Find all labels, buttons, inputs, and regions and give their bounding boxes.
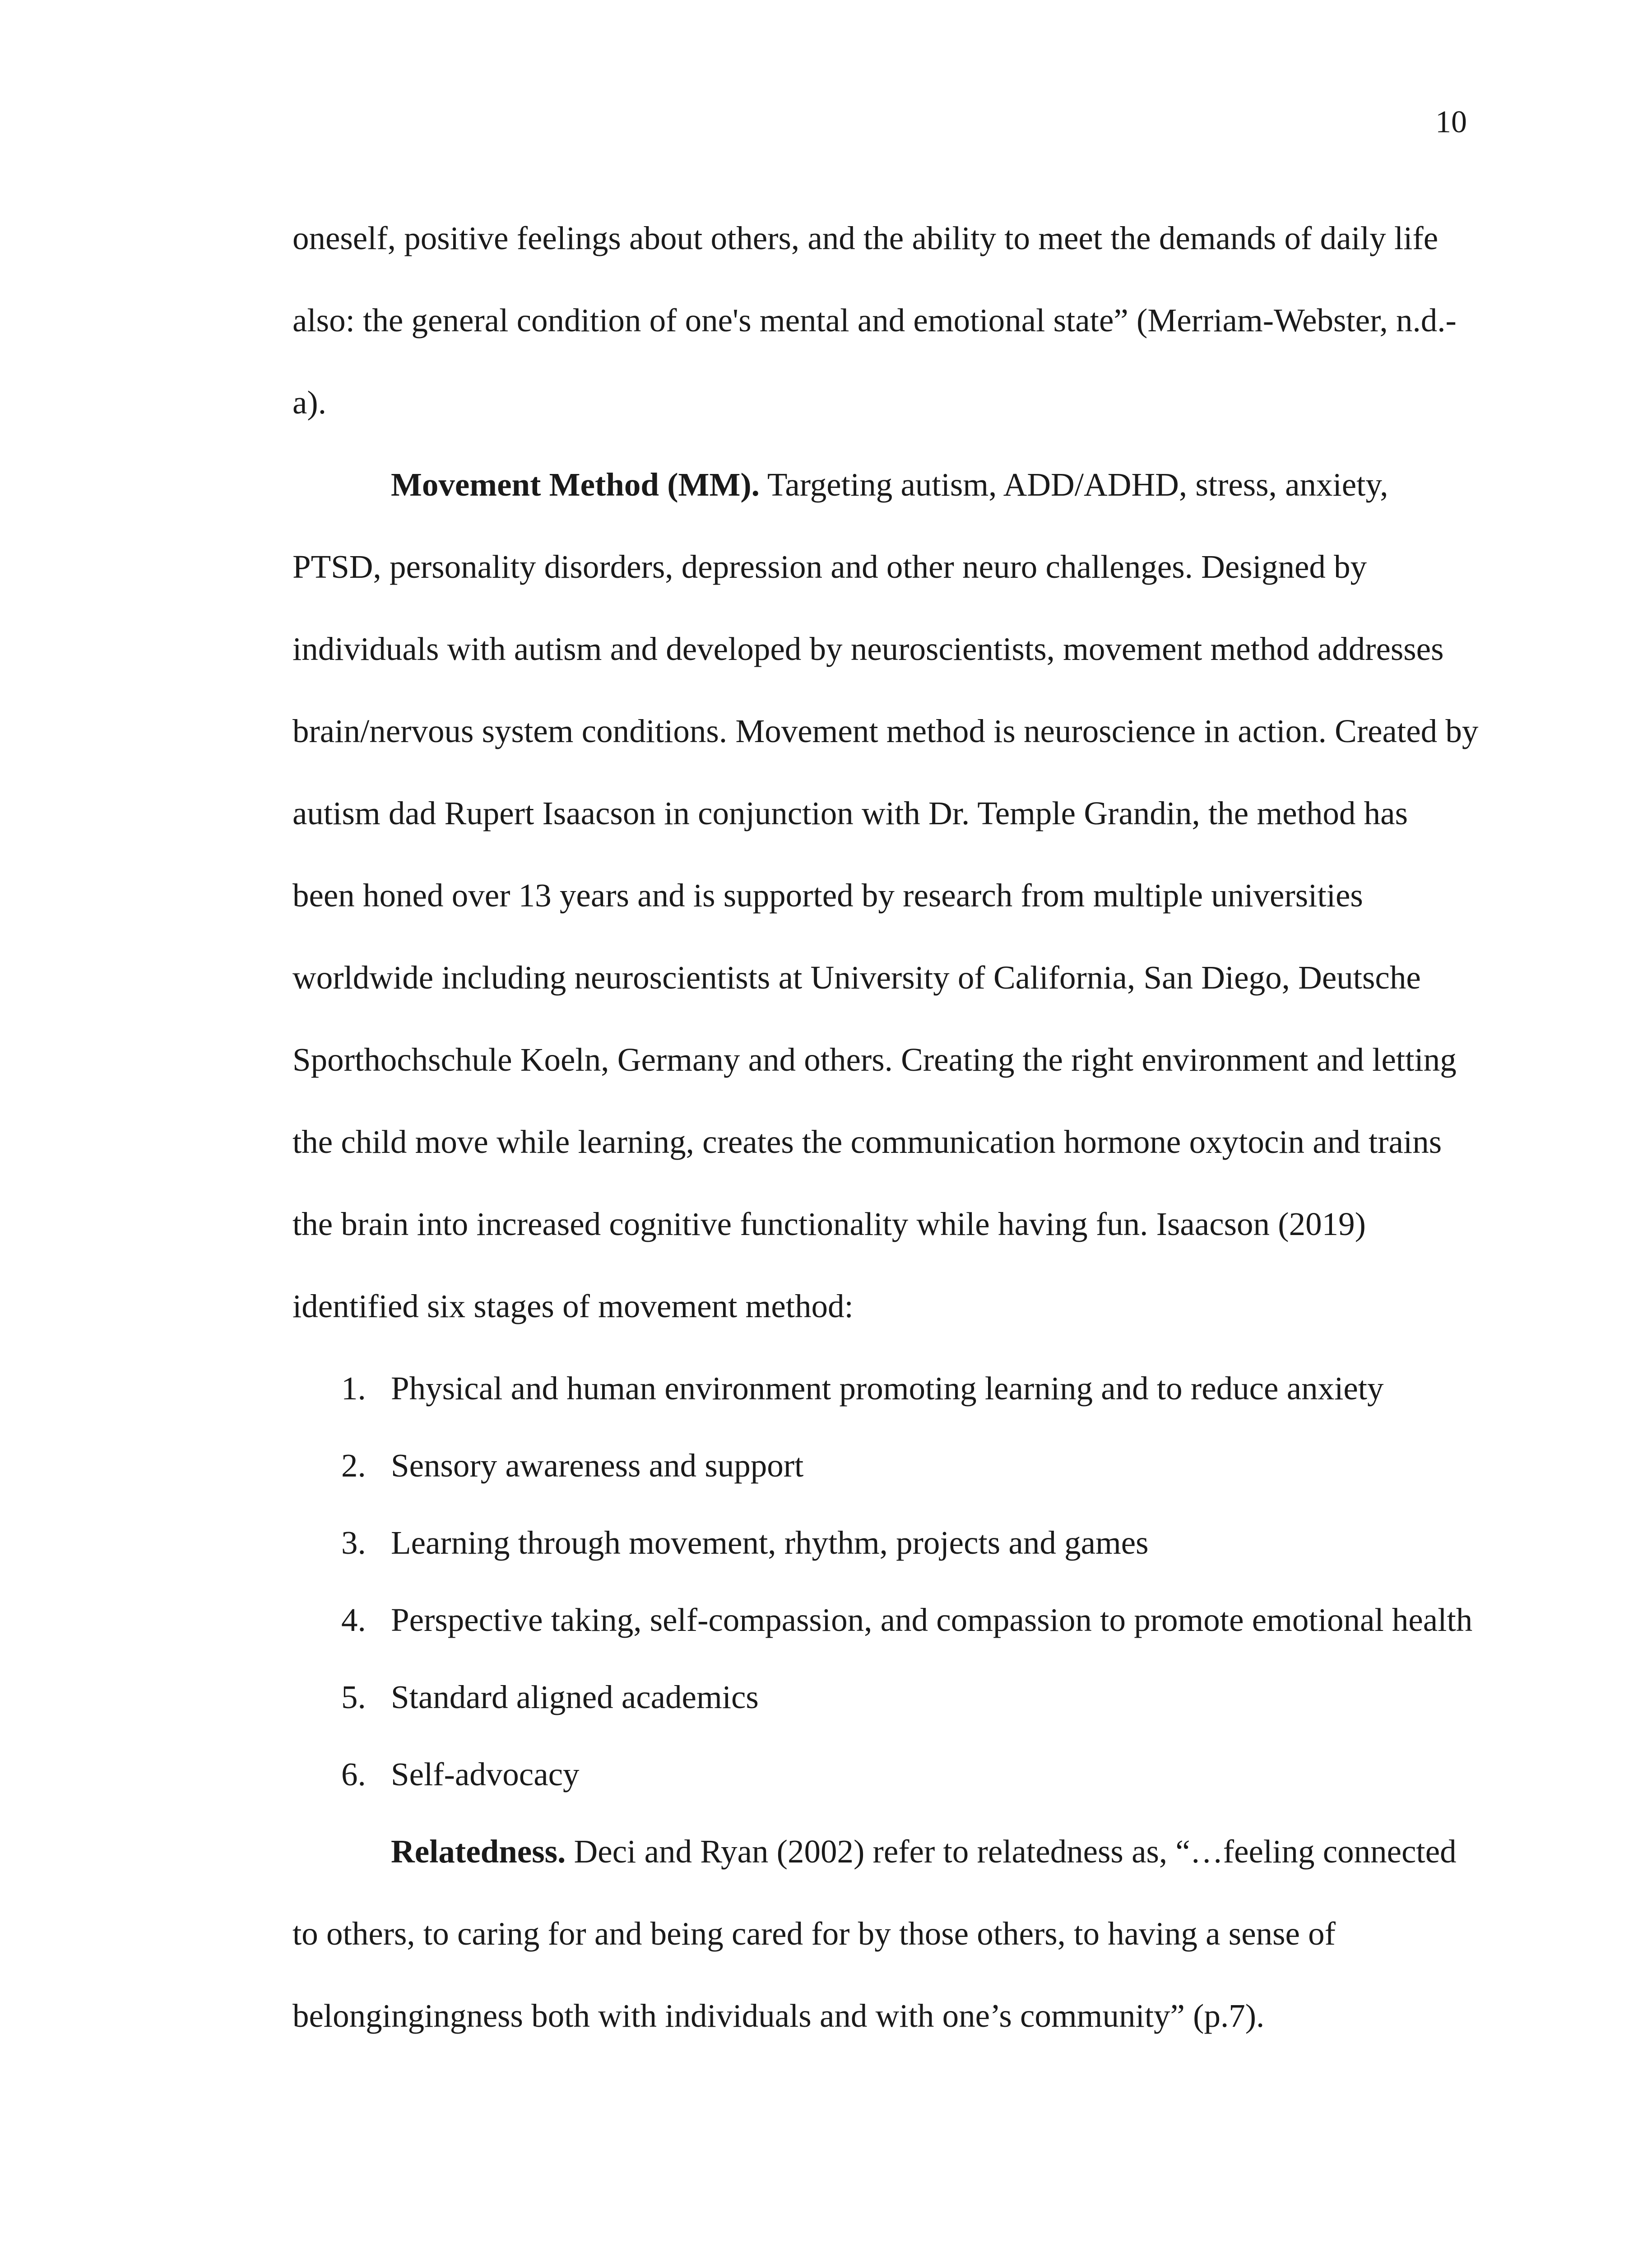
text-line: brain/nervous system conditions. Movement method is neuroscience in action. Created by [292, 713, 1479, 749]
text-line: the child move while learning, creates the communication hormone oxytocin and trains [292, 1124, 1442, 1160]
paragraph-movement-method [292, 462, 1479, 1366]
relatedness-heading: Relatedness. [391, 1833, 566, 1870]
list-text: Perspective taking, self-compassion, and compassion to promote emotional health [391, 1602, 1473, 1638]
paragraph-relatedness [292, 1829, 1466, 2076]
text-line: belongingingness both with individuals and with one’s community” (p.7). [292, 1997, 1265, 2034]
list-number: 3. [341, 1524, 366, 1561]
list-text: Standard aligned academics [391, 1679, 759, 1715]
text-line: to others, to caring for and being cared for by those others, to having a sense of [292, 1915, 1336, 1952]
list-text: Self-advocacy [391, 1756, 580, 1793]
text-line: individuals with autism and developed by neuroscientists, movement method addresses [292, 631, 1444, 667]
text-line: worldwide including neuroscientists at University of California, San Diego, Deutsche [292, 959, 1421, 996]
text-line: oneself, positive feelings about others, and the ability to meet the demands of daily life [292, 220, 1439, 256]
list-item [292, 1520, 1466, 1598]
text-line: autism dad Rupert Isaacson in conjunction with Dr. Temple Grandin, the method has [292, 795, 1408, 831]
paragraph-definition [292, 216, 1466, 462]
list-item [292, 1752, 1466, 1829]
text-line: identified six stages of movement method: [292, 1288, 854, 1324]
list-item [292, 1675, 1466, 1752]
list-number: 6. [341, 1756, 366, 1793]
document-body [292, 216, 1479, 2076]
text-line: Sporthochschule Koeln, Germany and others. Creating the right environment and letting [292, 1041, 1457, 1078]
text-line: PTSD, personality disorders, depression and other neuro challenges. Designed by [292, 548, 1367, 585]
page-number: 10 [1435, 105, 1467, 139]
list-number: 1. [341, 1370, 366, 1407]
text-run: Deci and Ryan (2002) refer to relatedness as, “…feeling connected [566, 1833, 1457, 1870]
list-text: Physical and human environment promoting learning and to reduce anxiety [391, 1370, 1384, 1407]
movement-method-heading: Movement Method (MM). [391, 466, 760, 503]
text-line [292, 1829, 1466, 1911]
text-run: Targeting autism, ADD/ADHD, stress, anxiety, [759, 466, 1388, 503]
text-line: the brain into increased cognitive functionality while having fun. Isaacson (2019) [292, 1206, 1366, 1242]
text-line: a). [292, 384, 326, 421]
list-number: 2. [341, 1447, 366, 1484]
list-item [292, 1443, 1466, 1520]
text-line [292, 462, 1466, 544]
list-text: Learning through movement, rhythm, projects and games [391, 1524, 1149, 1561]
text-line: also: the general condition of one's mental and emotional state” (Merriam-Webster, n.d.- [292, 302, 1457, 339]
list-item [292, 1598, 1473, 1675]
list-text: Sensory awareness and support [391, 1447, 804, 1484]
list-item [292, 1366, 1466, 1443]
text-line: been honed over 13 years and is supported by research from multiple universities [292, 877, 1363, 914]
stages-list [292, 1366, 1473, 1829]
list-number: 5. [341, 1679, 366, 1715]
list-number: 4. [341, 1602, 366, 1638]
